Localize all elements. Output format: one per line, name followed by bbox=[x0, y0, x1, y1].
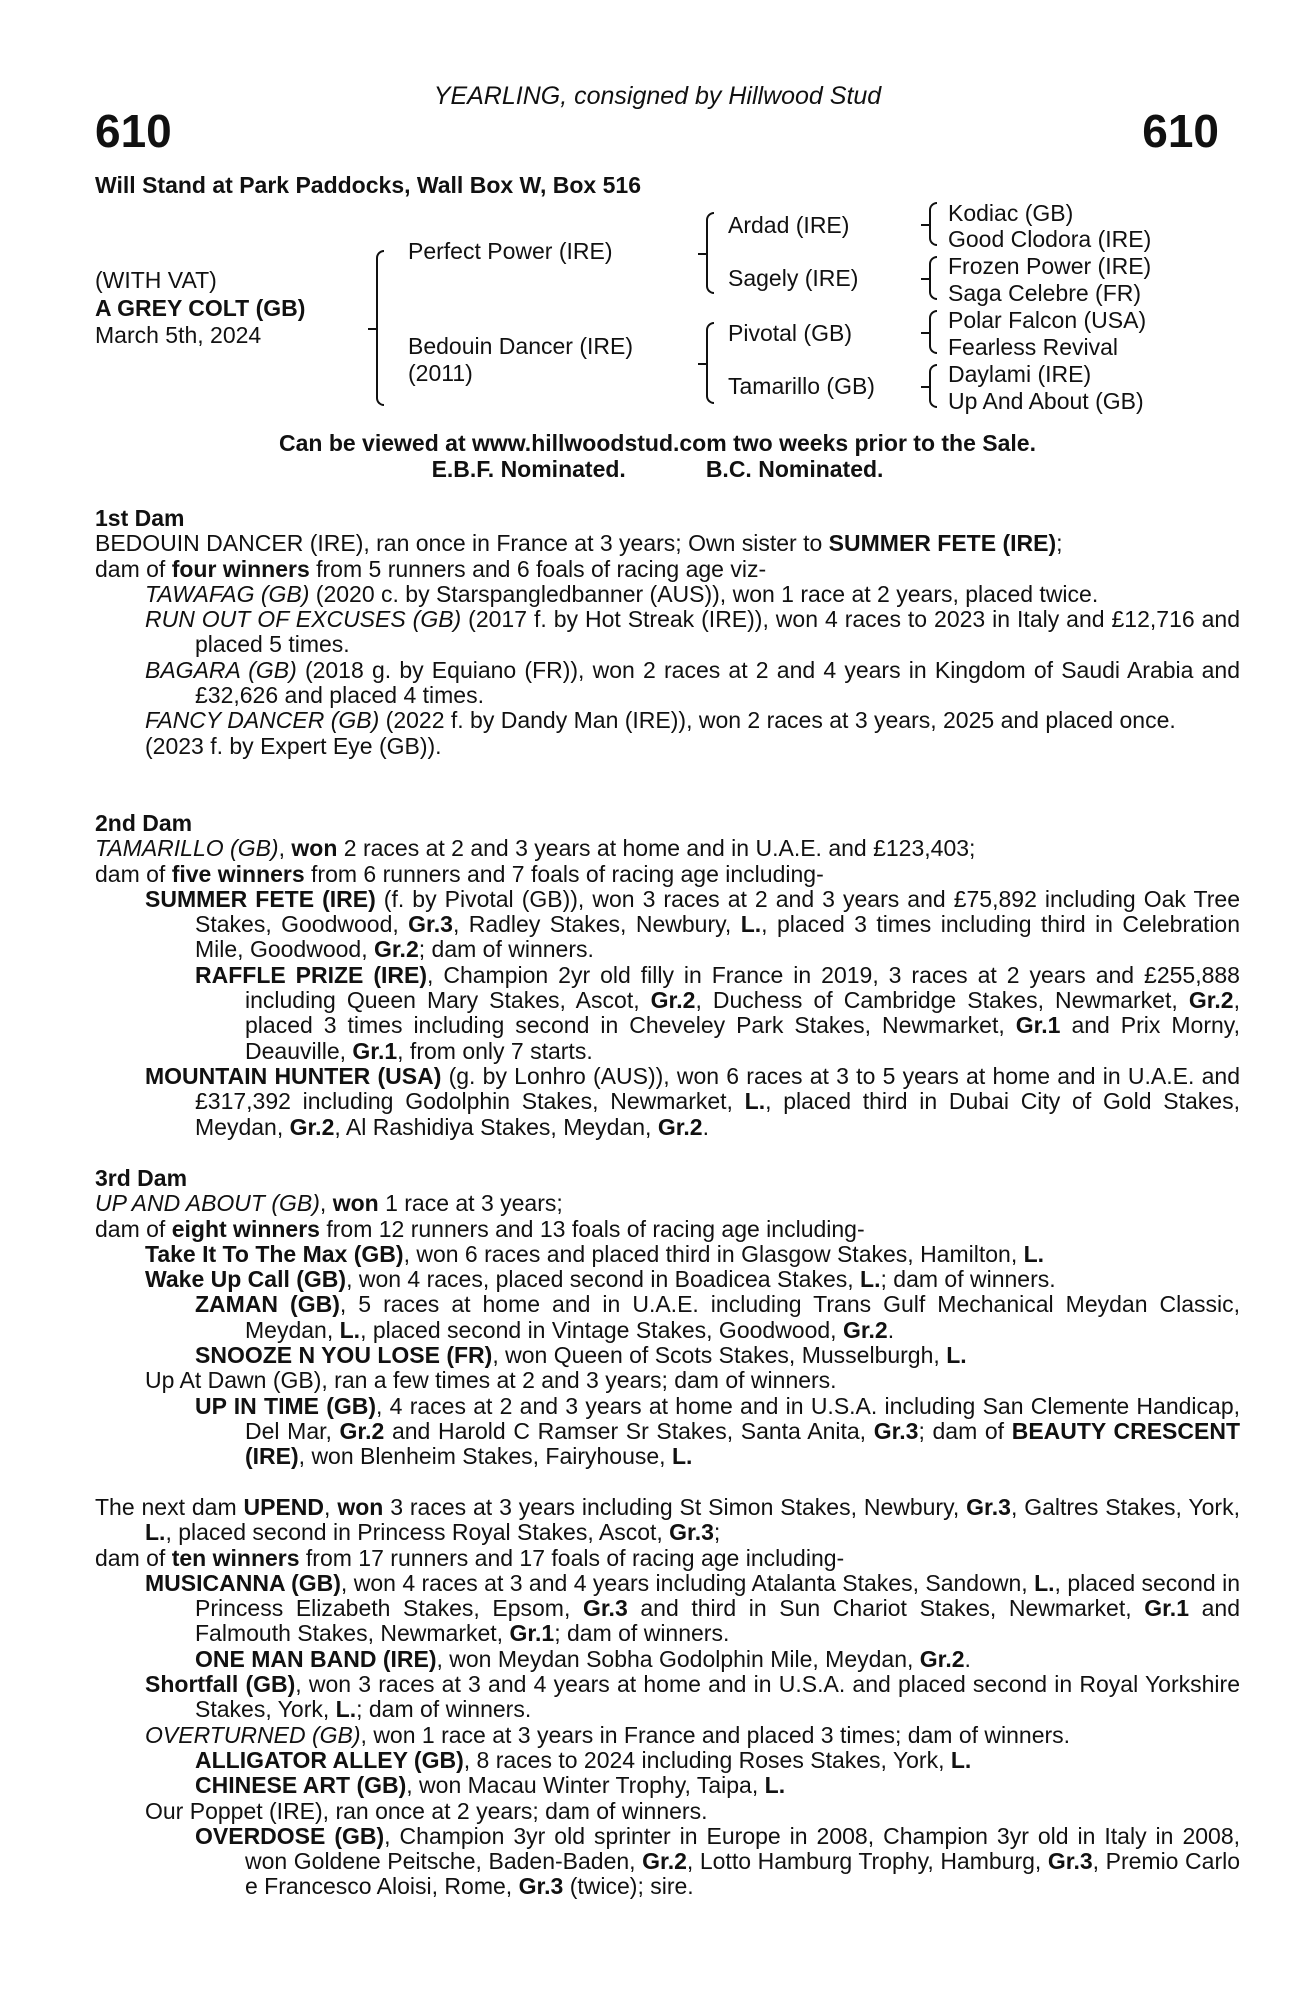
produce-entry: MUSICANNA (GB), won 4 races at 3 and 4 years including Atalanta Stakes, Sandown, L., placed second in Princess Elizabeth Stakes, Epsom, Gr.3 and third in Sun Chariot Stakes, Newmarket, Gr.1 and Falmouth Stakes, Newmarket, Gr.1; dam of winners. bbox=[145, 1569, 1240, 1647]
lot-number-left: 610 bbox=[95, 105, 172, 157]
sire-dam: Sagely (IRE) bbox=[728, 265, 859, 291]
vat-note: (WITH VAT) bbox=[95, 267, 217, 293]
produce-entry: Our Poppet (IRE), ran once at 2 years; dam of winners. bbox=[145, 1797, 708, 1824]
foaling-date: March 5th, 2024 bbox=[95, 322, 262, 348]
produce-entry: RUN OUT OF EXCUSES (GB) (2017 f. by Hot Streak (IRE)), won 4 races to 2023 in Italy and £12,716 and placed 5 times. bbox=[145, 606, 1240, 658]
dam-year: (2011) bbox=[408, 360, 473, 386]
second-dam-section bbox=[95, 811, 1240, 1140]
g4-up-and-about: Up And About (GB) bbox=[948, 388, 1144, 414]
viewing-note bbox=[0, 430, 1315, 482]
produce-entry: UP IN TIME (GB), 4 races at 2 and 3 years at home and in U.S.A. including San Clemente Handicap, Del Mar, Gr.2 and Harold C Ramser Sr Stakes, Santa Anita, Gr.3; dam of BEAUTY CRESCENT (IRE), won Blenheim Stakes, Fairyhouse, L. bbox=[195, 1392, 1241, 1470]
next-dam-section bbox=[95, 1495, 1240, 1900]
lot-number-right: 610 bbox=[1142, 105, 1219, 157]
dam-produce-summary: dam of five winners from 6 runners and 7 foals of racing age including- bbox=[95, 860, 824, 887]
produce-entry: SUMMER FETE (IRE) (f. by Pivotal (GB)), won 3 races at 2 and 3 years and £75,892 including Oak Tree Stakes, Goodwood, Gr.3, Radley Stakes, Newbury, L., placed 3 times including third in Celebration Mile, Goodwood, Gr.2; dam of winners. bbox=[145, 885, 1241, 963]
produce-entry: OVERTURNED (GB), won 1 race at 3 years in France and placed 3 times; dam of winners. bbox=[145, 1721, 1071, 1748]
produce-entry: Wake Up Call (GB), won 4 races, placed second in Boadicea Stakes, L.; dam of winners. bbox=[145, 1266, 1056, 1293]
dam-line: UP AND ABOUT (GB), won 1 race at 3 years; bbox=[95, 1190, 563, 1217]
g4-frozen-power: Frozen Power (IRE) bbox=[948, 253, 1152, 279]
brace-g4-4 bbox=[929, 364, 937, 408]
viewing-url-note: Can be viewed at www.hillwoodstud.com two weeks prior to the Sale. bbox=[278, 430, 1036, 456]
dam-name: Bedouin Dancer (IRE) bbox=[408, 333, 633, 359]
produce-entry: CHINESE ART (GB), won Macau Winter Trophy, Taipa, L. bbox=[195, 1772, 786, 1799]
dam-dam: Tamarillo (GB) bbox=[728, 373, 875, 399]
dam-line: BEDOUIN DANCER (IRE), ran once in France at 3 years; Own sister to SUMMER FETE (IRE); bbox=[95, 530, 1063, 557]
g4-polar-falcon: Polar Falcon (USA) bbox=[948, 307, 1147, 333]
produce-entry: Up At Dawn (GB), ran a few times at 2 and 3 years; dam of winners. bbox=[145, 1367, 837, 1394]
stand-location: Will Stand at Park Paddocks, Wall Box W, Box 516 bbox=[95, 172, 641, 198]
produce-entry: Shortfall (GB), won 3 races at 3 and 4 years at home and in U.S.A. and placed second in Royal Yorkshire Stakes, York, L.; dam of winners. bbox=[145, 1671, 1240, 1723]
produce-entry: RAFFLE PRIZE (IRE), Champion 2yr old filly in France in 2019, 3 races at 2 years and £255,888 including Queen Mary Stakes, Ascot, Gr.2, Duchess of Cambridge Stakes, Newmarket, Gr.2, placed 3 times including second in Cheveley Park Stakes, Newmarket, Gr.1 and Prix Morny, Deauville, Gr.1, from only 7 starts. bbox=[195, 961, 1240, 1064]
produce-entry: FANCY DANCER (GB) (2022 f. by Dandy Man (IRE)), won 2 races at 3 years, 2025 and placed once. bbox=[145, 707, 1176, 734]
sire-brace bbox=[706, 212, 714, 294]
pedigree-brace bbox=[376, 250, 384, 406]
produce-entry: (2023 f. by Expert Eye (GB)). bbox=[145, 732, 442, 759]
dam-line: TAMARILLO (GB), won 2 races at 2 and 3 years at home and in U.A.E. and £123,403; bbox=[95, 835, 976, 862]
ebf-nominated: E.B.F. Nominated. bbox=[431, 456, 626, 482]
brace-g4-2 bbox=[929, 256, 937, 300]
sire-name: Perfect Power (IRE) bbox=[408, 238, 613, 264]
g4-fearless-revival: Fearless Revival bbox=[948, 334, 1118, 360]
produce-entry: TAWAFAG (GB) (2020 c. by Starspangledbanner (AUS)), won 1 race at 2 years, placed twice. bbox=[145, 580, 1099, 607]
bc-nominated: B.C. Nominated. bbox=[705, 456, 884, 482]
sire-sire: Ardad (IRE) bbox=[728, 212, 850, 238]
produce-entry: BAGARA (GB) (2018 g. by Equiano (FR)), won 2 races at 2 and 4 years in Kingdom of Saudi Arabia and £32,626 and placed 4 times. bbox=[145, 656, 1240, 709]
horse-name: A GREY COLT (GB) bbox=[95, 295, 306, 321]
dam-produce-summary: dam of four winners from 5 runners and 6 foals of racing age viz- bbox=[95, 555, 767, 582]
dam-brace bbox=[706, 322, 714, 404]
produce-entry: SNOOZE N YOU LOSE (FR), won Queen of Scots Stakes, Musselburgh, L. bbox=[195, 1342, 967, 1369]
produce-entry: ONE MAN BAND (IRE), won Meydan Sobha Godolphin Mile, Meydan, Gr.2. bbox=[195, 1645, 971, 1672]
section-heading: 2nd Dam bbox=[95, 810, 193, 836]
section-heading: 3rd Dam bbox=[95, 1165, 188, 1191]
produce-entry: Take It To The Max (GB), won 6 races and placed third in Glasgow Stakes, Hamilton, L. bbox=[145, 1240, 1045, 1267]
consignor-line: YEARLING, consigned by Hillwood Stud bbox=[433, 82, 882, 110]
brace-g4-3 bbox=[929, 310, 937, 354]
first-dam-section bbox=[95, 506, 1240, 759]
produce-entry: MOUNTAIN HUNTER (USA) (g. by Lonhro (AUS)), won 6 races at 3 to 5 years at home and in U.A.E. and £317,392 including Godolphin Stakes, Newmarket, L., placed third in Dubai City of Gold Stakes, Meydan, Gr.2, Al Rashidiya Stakes, Meydan, Gr.2. bbox=[145, 1062, 1240, 1140]
dam-produce-summary: dam of ten winners from 17 runners and 17 foals of racing age including- bbox=[95, 1544, 845, 1571]
g4-good-clodora: Good Clodora (IRE) bbox=[948, 226, 1152, 252]
section-heading: 1st Dam bbox=[95, 505, 185, 531]
produce-entry: OVERDOSE (GB), Champion 3yr old sprinter in Europe in 2008, Champion 3yr old in Italy in 2008, won Goldene Peitsche, Baden-Baden, Gr.2, Lotto Hamburg Trophy, Hamburg, Gr.3, Premio Carlo e Francesco Aloisi, Rome, Gr.3 (twice); sire. bbox=[195, 1822, 1241, 1900]
dam-sire: Pivotal (GB) bbox=[728, 320, 852, 346]
third-dam-section bbox=[95, 1166, 1240, 1470]
brace-g4-1 bbox=[929, 202, 937, 246]
produce-entry: ZAMAN (GB), 5 races at home and in U.A.E. including Trans Gulf Mechanical Meydan Classic, Meydan, L., placed second in Vintage Stakes, Goodwood, Gr.2. bbox=[195, 1291, 1240, 1343]
g4-daylami: Daylami (IRE) bbox=[948, 361, 1092, 387]
dam-line: The next dam UPEND, won 3 races at 3 years including St Simon Stakes, Newbury, Gr.3, Galtres Stakes, York, L., placed second in Princess Royal Stakes, Ascot, Gr.3; bbox=[95, 1494, 1240, 1546]
g4-kodiac: Kodiac (GB) bbox=[948, 200, 1074, 226]
dam-produce-summary: dam of eight winners from 12 runners and 13 foals of racing age including- bbox=[95, 1215, 865, 1242]
produce-entry: ALLIGATOR ALLEY (GB), 8 races to 2024 including Roses Stakes, York, L. bbox=[195, 1746, 972, 1773]
g4-saga-celebre: Saga Celebre (FR) bbox=[948, 280, 1142, 306]
